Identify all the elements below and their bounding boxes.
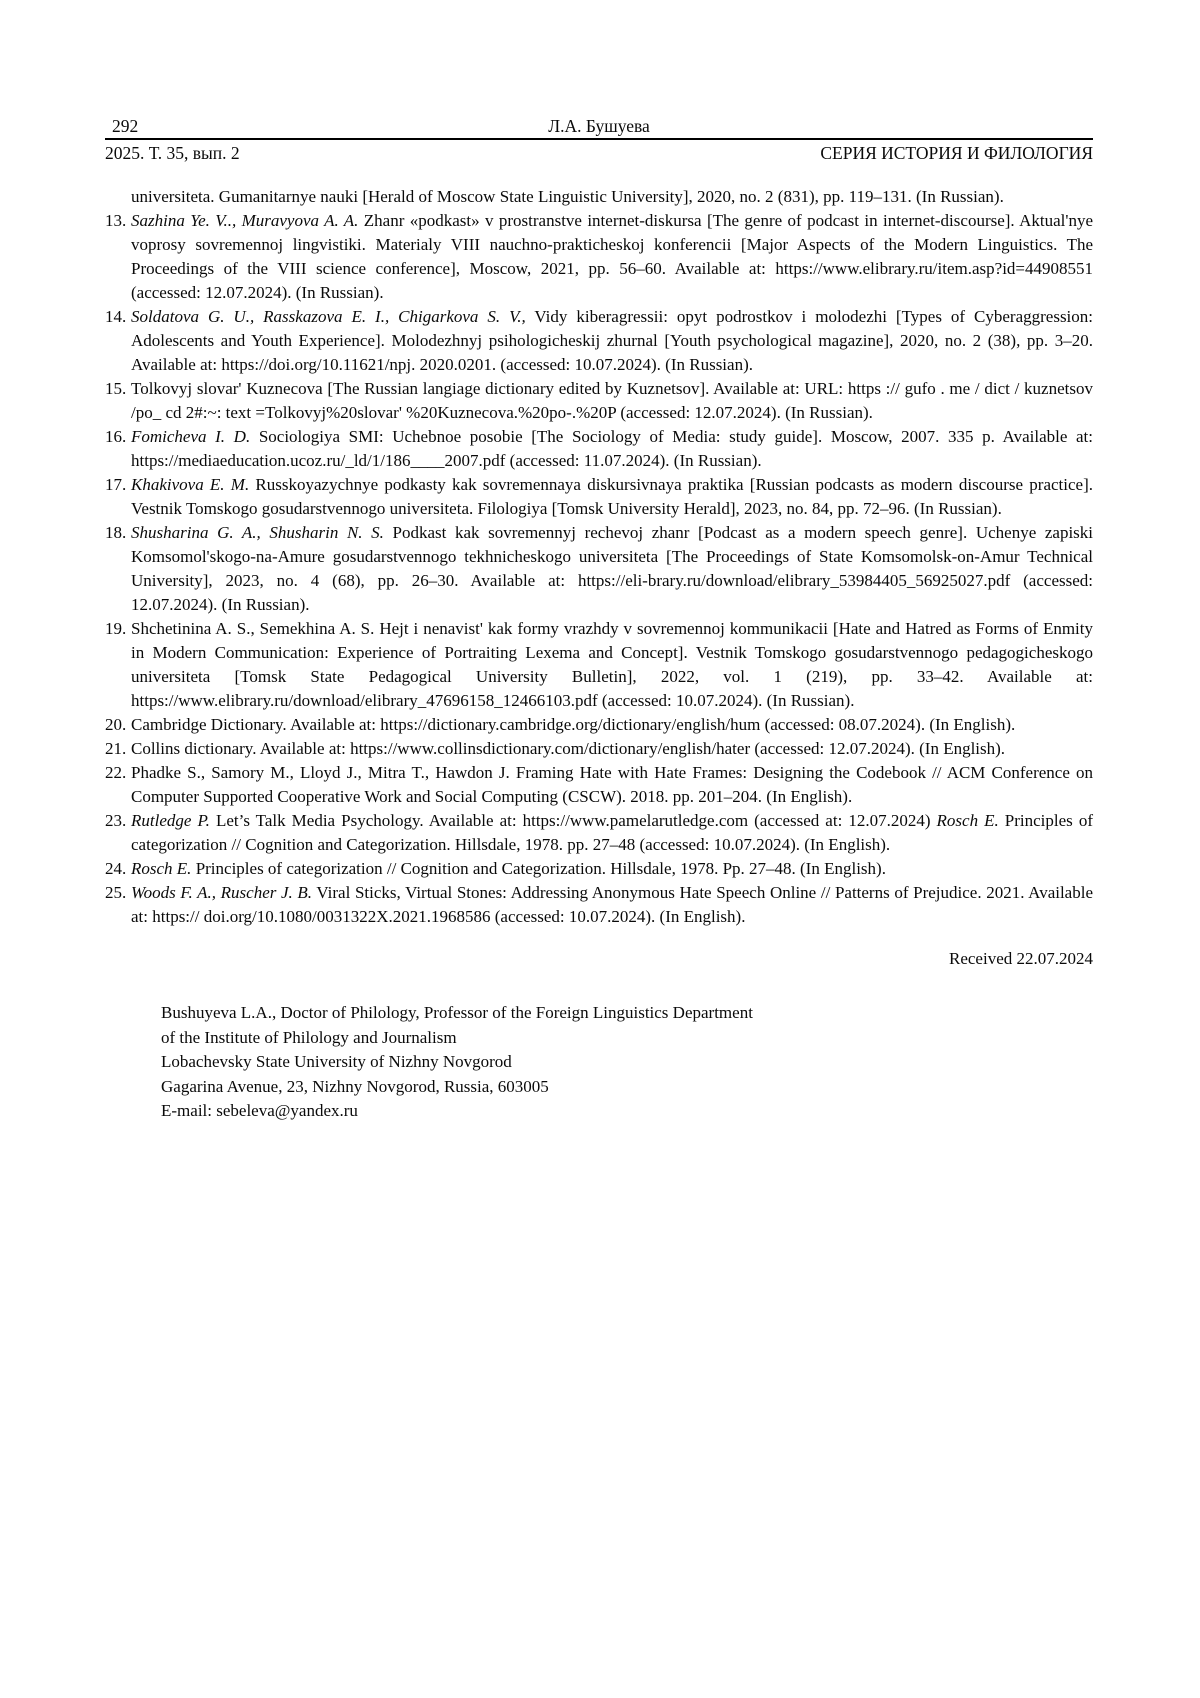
page-content <box>105 111 1093 1124</box>
author-info-block <box>161 1001 1093 1124</box>
reference-item <box>105 209 1093 305</box>
received-note: Received 22.07.2024 <box>949 949 1093 968</box>
issue-info: 2025. Т. 35, вып. 2 <box>105 143 240 163</box>
reference-number: 22. <box>105 763 127 782</box>
reference-number: 16. <box>105 427 127 446</box>
reference-item <box>105 521 1093 617</box>
reference-text: Cambridge Dictionary. Available at: https://dictionary.cambridge.org/dictionary/english/hum (accessed: 08.07.2024). (In English). <box>131 715 1016 734</box>
reference-number: 14. <box>105 307 127 326</box>
reference-item <box>105 737 1093 761</box>
reference-authors: Rosch E. <box>131 859 192 878</box>
reference-number: 17. <box>105 475 127 494</box>
reference-item <box>105 761 1093 809</box>
series-title: СЕРИЯ ИСТОРИЯ И ФИЛОЛОГИЯ <box>820 143 1093 163</box>
reference-item <box>105 617 1093 713</box>
reference-authors: Sazhina Ye. V.., Muravyova A. A. <box>131 211 359 230</box>
reference-text: Zhanr «podkast» v prostranstve internet-diskursa [The genre of podcast in internet-discourse]. Aktual'nye voprosy sovremennoj lingvistiki. Materialy VIII nauchno-prakticheskoj konferencii [Major Aspects of the Modern Linguistics. The Proceedings of the VIII science conference], Moscow, 2021, pp. 56–60. Available at: https://www.elibrary.ru/item.asp?id=44908551 (accessed: 12.07.2024). (In Russian). <box>131 211 1093 302</box>
reference-text: Podkast kak sovremennyj rechevoj zhanr [Podcast as a modern speech genre]. Uchenye zapiski Komsomol'skogo-na-Amure gosudarstvennogo tekhnicheskogo universiteta [The Proceedings of State Komsomolsk-on-Amur Technical University], 2023, no. 4 (68), pp. 26–30. Available at: https://eli-brary.ru/download/elibrary_53984405_56925027.pdf (accessed: 12.07.2024). (In Russian). <box>131 523 1093 614</box>
reference-text: Phadke S., Samory M., Lloyd J., Mitra T., Hawdon J. Framing Hate with Hate Frames: Designing the Codebook // ACM Conference on Computer Supported Cooperative Work and Social Computing (CSCW). 2018. pp. 201–204. (In English). <box>131 763 1093 806</box>
author-info-line: of the Institute of Philology and Journalism <box>161 1027 457 1047</box>
reference-text: Tolkovyj slovar' Kuznecova [The Russian langiage dictionary edited by Kuznetsov]. Available at: URL: https :// gufo . me / dict / kuznetsov /po_ cd 2#:~: text =Tolkovyj%20slovar' %20Kuznecova.%20po-.%20P (accessed: 12.07.2024). (In Russian). <box>131 379 1093 422</box>
running-author: Л.А. Бушуева <box>548 116 650 136</box>
reference-number: 21. <box>105 739 127 758</box>
page-header-top <box>105 111 1093 140</box>
reference-text: Principles of categorization // Cognition and Categorization. Hillsdale, 1978. pp. 27–48 (accessed: 10.07.2024). (In English). <box>131 811 1093 854</box>
reference-item <box>105 881 1093 929</box>
reference-authors: Woods F. A., Ruscher J. B. <box>131 883 313 902</box>
references-section <box>105 185 1093 929</box>
author-info-line: E-mail: sebeleva@yandex.ru <box>161 1101 358 1120</box>
reference-number: 20. <box>105 715 127 734</box>
reference-item <box>105 473 1093 521</box>
reference-list <box>105 209 1093 929</box>
author-info-line: Gagarina Avenue, 23, Nizhny Novgorod, Russia, 603005 <box>161 1076 549 1096</box>
reference-continuation: universiteta. Gumanitarnye nauki [Herald of Moscow State Linguistic University], 2020, no. 2 (831), pp. 119–131. (In Russian). <box>131 187 1004 206</box>
reference-authors: Rosch E. <box>936 811 999 830</box>
reference-item <box>105 857 1093 881</box>
page-header-bottom <box>105 143 1093 164</box>
reference-item <box>105 305 1093 377</box>
reference-authors: Rutledge P. <box>131 811 210 830</box>
reference-number: 25. <box>105 883 127 902</box>
reference-item <box>105 425 1093 473</box>
reference-number: 15. <box>105 379 127 398</box>
author-info-line: Lobachevsky State University of Nizhny Novgorod <box>161 1052 512 1071</box>
reference-authors: Khakivova E. M. <box>131 475 250 494</box>
page-number: 292 <box>112 116 139 136</box>
reference-number: 19. <box>105 619 127 638</box>
author-info-line: Bushuyeva L.A., Doctor of Philology, Professor of the Foreign Linguistics Department <box>161 1003 753 1022</box>
reference-number: 23. <box>105 811 127 830</box>
reference-number: 18. <box>105 523 127 542</box>
reference-number: 24. <box>105 859 127 878</box>
reference-text: Russkoyazychnye podkasty kak sovremennaya diskursivnaya praktika [Russian podcasts as modern discourse practice]. Vestnik Tomskogo gosudarstvennogo universiteta. Filologiya [Tomsk University Herald], 2023, no. 84, pp. 72–96. (In Russian). <box>131 475 1093 518</box>
reference-text: Viral Sticks, Virtual Stones: Addressing Anonymous Hate Speech Online // Patterns of Prejudice. 2021. Available at: https:// doi.org/10.1080/0031322X.2021.1968586 (accessed: 10.07.2024). (In English). <box>131 883 1093 926</box>
reference-item <box>105 377 1093 425</box>
reference-text: Shchetinina A. S., Semekhina A. S. Hejt i nenavist' kak formy vrazhdy v sovremennoj kommunikacii [Hate and Hatred as Forms of Enmity in Modern Communication: Experience of Portraiting Lexema and Concept]. Vestnik Tomskogo gosudarstvennogo pedagogicheskogo universiteta [Tomsk State Pedagogical University Bulletin], 2022, vol. 1 (219), pp. 33–42. Available at: https://www.elibrary.ru/download/elibrary_47696158_12466103.pdf (accessed: 10.07.2024). (In Russian). <box>131 619 1093 710</box>
reference-item <box>105 809 1093 857</box>
reference-authors: Soldatova G. U., Rasskazova E. I., Chigarkova S. V., <box>131 307 526 326</box>
reference-text: Vidy kiberagressii: opyt podrostkov i molodezhi [Types of Cyberaggression: Adolescents and Youth Experience]. Molodezhnyj psihologicheskij zhurnal [Youth psychological magazine], 2020, no. 2 (38), pp. 3–20. Available at: https://doi.org/10.11621/npj. 2020.0201. (accessed: 10.07.2024). (In Russian). <box>131 307 1094 374</box>
reference-authors: Shusharina G. A., Shusharin N. S. <box>131 523 384 542</box>
reference-item <box>105 713 1093 737</box>
reference-text: Sociologiya SMI: Uchebnoe posobie [The Sociology of Media: study guide]. Moscow, 2007. 335 p. Available at: https://mediaeducation.ucoz.ru/_ld/1/186____2007.pdf (accessed: 11.07.2024). (In Russian). <box>131 427 1093 470</box>
reference-authors: Fomicheva I. D. <box>131 427 251 446</box>
reference-number: 13. <box>105 211 127 230</box>
reference-text: Principles of categorization // Cognition and Categorization. Hillsdale, 1978. Pp. 27–48. (In English). <box>191 859 886 878</box>
reference-text: Collins dictionary. Available at: https://www.collinsdictionary.com/dictionary/english/hater (accessed: 12.07.2024). (In English). <box>131 739 1006 758</box>
reference-text: Let’s Talk Media Psychology. Available at: https://www.pamelarutledge.com (accessed at: 12.07.2024) <box>209 811 937 830</box>
